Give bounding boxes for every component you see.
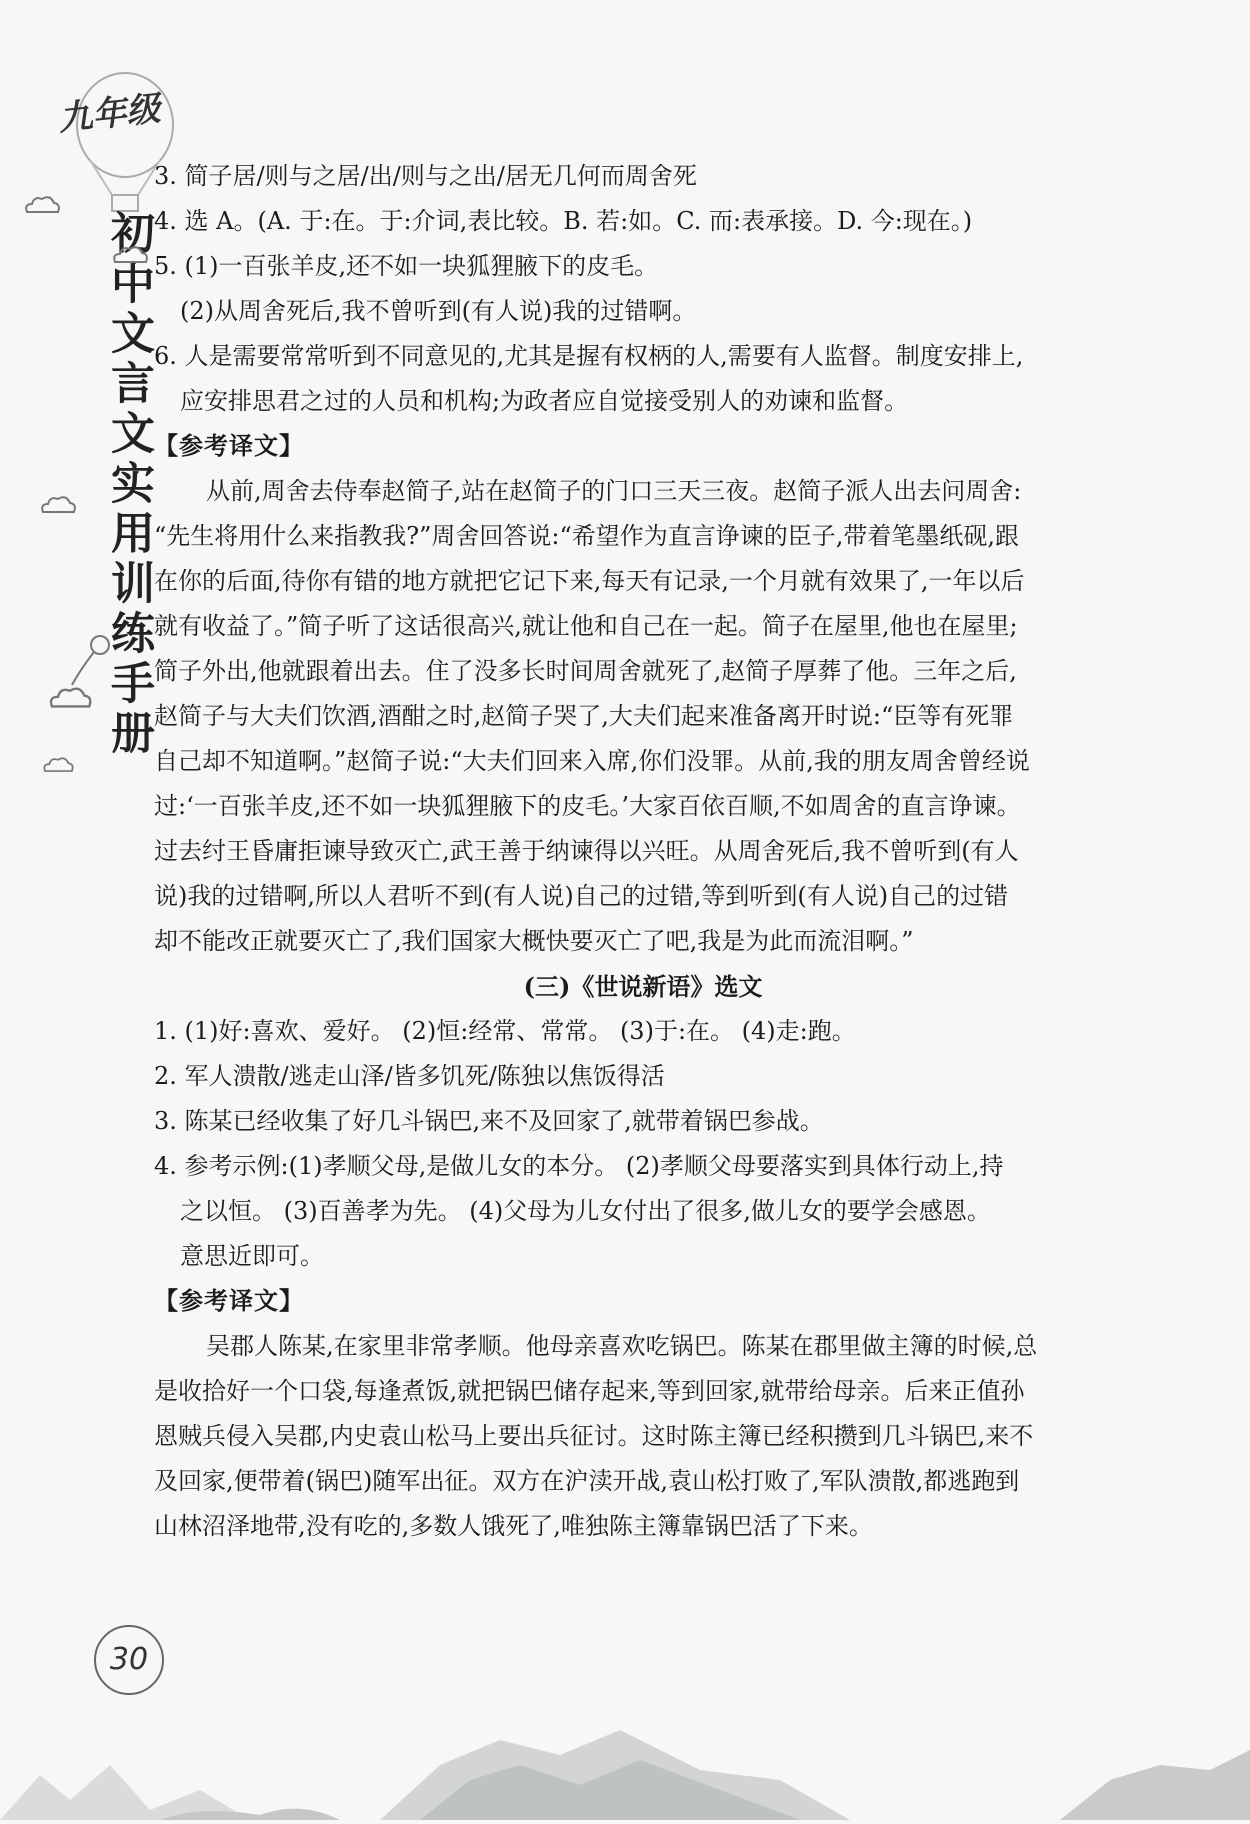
text-line: “先生将用什么来指教我?”周舍回答说:“希望作为直言诤谏的臣子,带着笔墨纸砚,跟	[154, 522, 1020, 550]
text-line: 简子外出,他就跟着出去。住了没多长时间周舍就死了,赵简子厚葬了他。三年之后,	[154, 657, 1017, 685]
book-title: 初中文言文实用训练手册	[103, 210, 154, 760]
text-line: 1. (1)好:喜欢、爱好。 (2)恒:经常、常常。 (3)于:在。 (4)走:跑。	[154, 1017, 856, 1045]
text-line: 从前,周舍去侍奉赵简子,站在赵简子的门口三天三夜。赵简子派人出去问周舍:	[206, 477, 1022, 505]
text-line: 自己却不知道啊。”赵简子说:“大夫们回来入席,你们没罪。从前,我的朋友周舍曾经说	[154, 747, 1030, 775]
text-line: 3. 简子居/则与之居/出/则与之出/居无几何而周舍死	[154, 162, 697, 190]
text-line: 说)我的过错啊,所以人君听不到(有人说)自己的过错,等到听到(有人说)自己的过错	[154, 882, 1009, 910]
text-line: 就有收益了。”简子听了这话很高兴,就让他和自己在一起。简子在屋里,他也在屋里;	[154, 612, 1018, 640]
text-line: (2)从周舍死后,我不曾听到(有人说)我的过错啊。	[180, 297, 697, 325]
text-line: 意思近即可。	[180, 1242, 324, 1270]
text-line: 6. 人是需要常常听到不同意见的,尤其是握有权柄的人,需要有人监督。制度安排上,	[154, 342, 1024, 370]
section-heading: 【参考译文】	[154, 432, 304, 460]
text-line: 恩贼兵侵入吴郡,内史袁山松马上要出兵征讨。这时陈主簿已经积攒到几斗锅巴,来不	[154, 1422, 1034, 1450]
cloud-icon	[110, 240, 150, 270]
text-line: 2. 军人溃散/逃走山泽/皆多饥死/陈独以焦饭得活	[154, 1062, 665, 1090]
text-line: 吴郡人陈某,在家里非常孝顺。他母亲喜欢吃锅巴。陈某在郡里做主簿的时候,总	[206, 1332, 1038, 1360]
page-number: 30	[94, 1625, 164, 1695]
grade-label: 九年级	[56, 88, 163, 140]
cloud-icon	[40, 680, 100, 716]
answer-text-body	[154, 154, 1132, 1549]
text-line: 4. 选 A。(A. 于:在。于:介词,表比较。B. 若:如。C. 而:表承接。D. 今:现在。)	[154, 207, 973, 235]
cloud-icon	[22, 190, 62, 220]
text-line: 过:‘一百张羊皮,还不如一块狐狸腋下的皮毛。’大家百依百顺,不如周舍的直言诤谏。	[154, 792, 1021, 820]
text-line: 之以恒。 (3)百善孝为先。 (4)父母为儿女付出了很多,做儿女的要学会感恩。	[180, 1197, 991, 1225]
text-line: 5. (1)一百张羊皮,还不如一块狐狸腋下的皮毛。	[154, 252, 659, 280]
text-line: 赵简子与大夫们饮酒,酒酣之时,赵简子哭了,大夫们起来准备离开时说:“臣等有死罪	[154, 702, 1014, 730]
section-heading: 【参考译文】	[154, 1287, 304, 1315]
text-line: 3. 陈某已经收集了好几斗锅巴,来不及回家了,就带着锅巴参战。	[154, 1107, 824, 1135]
text-line: 4. 参考示例:(1)孝顺父母,是做儿女的本分。 (2)孝顺父母要落实到具体行动上,持	[154, 1152, 1004, 1180]
text-line: 却不能改正就要灭亡了,我们国家大概快要灭亡了吧,我是为此而流泪啊。”	[154, 927, 914, 955]
section-title: (三)《世说新语》选文	[523, 972, 763, 1001]
text-line: 应安排思君之过的人员和机构;为政者应自觉接受别人的劝谏和监督。	[180, 387, 909, 415]
text-line: 是收拾好一个口袋,每逢煮饭,就把锅巴储存起来,等到回家,就带给母亲。后来正值孙	[154, 1377, 1025, 1405]
cloud-icon	[38, 490, 78, 520]
text-line: 过去纣王昏庸拒谏导致灭亡,武王善于纳谏得以兴旺。从周舍死后,我不曾听到(有人	[154, 837, 1019, 865]
text-line: 在你的后面,待你有错的地方就把它记下来,每天有记录,一个月就有效果了,一年以后	[154, 567, 1025, 595]
text-line: 及回家,便带着(锅巴)随军出征。双方在沪渎开战,袁山松打败了,军队溃散,都逃跑到	[154, 1467, 1020, 1495]
cloud-icon	[40, 752, 76, 778]
text-line: 山林沼泽地带,没有吃的,多数人饿死了,唯独陈主簿靠锅巴活了下来。	[154, 1512, 873, 1540]
mountain-landscape-decoration	[0, 1670, 1250, 1824]
